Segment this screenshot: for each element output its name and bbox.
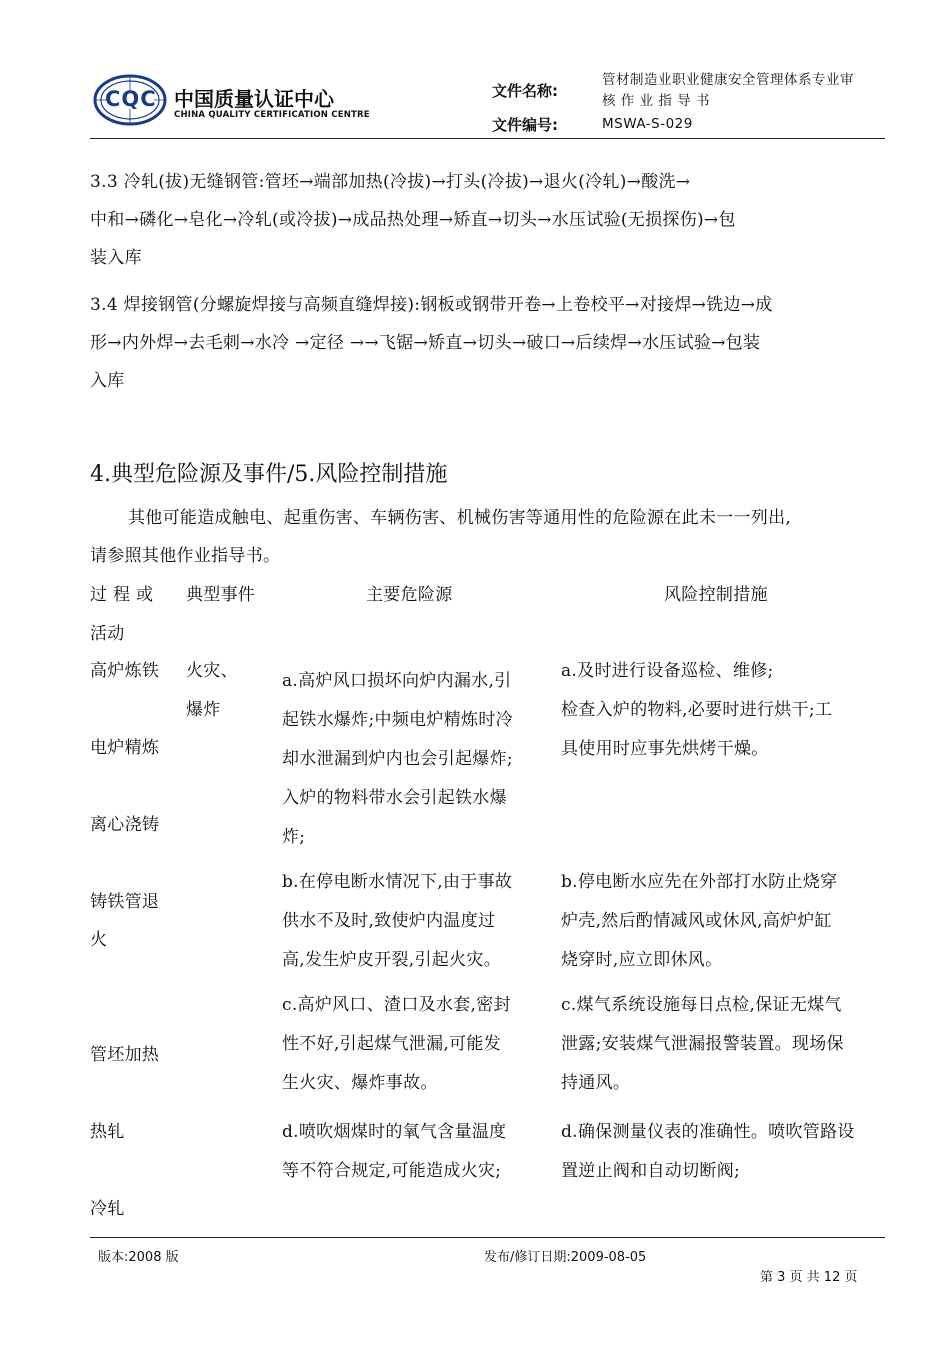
hazard-line: 起铁水爆炸;中频电炉精炼时冷 <box>282 710 513 730</box>
hazard-line: 供水不及时,致使炉内温度过 <box>282 911 496 931</box>
section-3-3-line3: 装入库 <box>90 248 142 268</box>
section-3-4-line2: 形→内外焊→去毛刺→水冷 →定径 →→飞锯→矫直→切头→破口→后续焊→水压试验→包装 <box>90 333 761 353</box>
doc-no-label: 文件编号: <box>492 116 558 134</box>
hazard-line: d.喷吹烟煤时的氧气含量温度 <box>282 1122 507 1142</box>
event-line: 火灾、 <box>186 661 238 681</box>
control-line: d.确保测量仪表的准确性。喷吹管路设 <box>561 1122 855 1142</box>
control-line: c.煤气系统设施每日点检,保证无煤气 <box>561 995 842 1015</box>
process-item: 热轧 <box>90 1122 125 1142</box>
process-item: 火 <box>90 930 108 950</box>
event-line: 爆炸 <box>186 700 221 720</box>
hazard-line: b.在停电断水情况下,由于事故 <box>282 872 513 892</box>
control-line: 置逆止阀和自动切断阀; <box>561 1161 741 1181</box>
doc-no-value: MSWA-S-029 <box>602 116 693 132</box>
footer-version: 版本:2008 版 <box>98 1250 179 1265</box>
section-3-4-line3: 入库 <box>90 371 125 391</box>
hazard-line: 生火灾、爆炸事故。 <box>282 1073 438 1093</box>
control-line: 泄露;安装煤气泄漏报警装置。现场保 <box>561 1034 844 1054</box>
control-b <box>561 863 886 980</box>
process-item: 离心浇铸 <box>90 815 160 835</box>
col-header-process <box>90 576 153 654</box>
control-line: 持通风。 <box>561 1073 631 1093</box>
section-4-intro <box>90 499 885 575</box>
control-line: b.停电断水应先在外部打水防止烧穿 <box>561 872 838 892</box>
hazard-d <box>282 1113 562 1191</box>
doc-name-line2: 核 作 业 指 导 书 <box>602 93 710 109</box>
col-header-process-line2: 活动 <box>90 624 125 644</box>
process-item: 冷轧 <box>90 1199 125 1219</box>
hazard-line: a.高炉风口损坏向炉内漏水,引 <box>282 671 512 691</box>
hazard-line: 性不好,引起煤气泄漏,可能发 <box>282 1034 502 1054</box>
section-3-3-line2: 中和→磷化→皂化→冷轧(或冷拔)→成品热处理→矫直→切头→水压试验(无损探伤)→包 <box>90 210 736 230</box>
section-3-4 <box>90 286 885 400</box>
org-name-en: CHINA QUALITY CERTIFICATION CENTRE <box>174 110 370 120</box>
control-a <box>561 652 886 769</box>
section-3-3-line1: 3.3 冷轧(拔)无缝钢管:管坯→端部加热(冷拔)→打头(冷拔)→退火(冷轧)→酸洗→ <box>90 172 691 192</box>
section-3-4-line1: 3.4 焊接钢管(分螺旋焊接与高频直缝焊接):钢板或钢带开卷→上卷校平→对接焊→铣边→成 <box>90 295 773 315</box>
control-line: 检查入炉的物料,必要时进行烘干;工 <box>561 700 833 720</box>
footer-rule <box>90 1237 885 1238</box>
control-line: a.及时进行设备巡检、维修; <box>561 661 774 681</box>
event-cell <box>186 652 238 730</box>
control-line: 烧穿时,应立即休风。 <box>561 950 723 970</box>
doc-name-line1: 管材制造业职业健康安全管理体系专业审 <box>602 72 854 88</box>
logo-mark: CQC <box>105 87 157 111</box>
hazard-line: 高,发生炉皮开裂,引起火灾。 <box>282 950 502 970</box>
hazard-line: 炸; <box>282 827 306 847</box>
cqc-logo <box>92 70 370 130</box>
col-header-control: 风险控制措施 <box>664 585 768 605</box>
section-4-intro-line2: 请参照其他作业指导书。 <box>90 546 281 566</box>
control-line: 炉壳,然后酌情减风或休风,高炉炉缸 <box>561 911 832 931</box>
section-3-3 <box>90 163 885 277</box>
control-d <box>561 1113 886 1191</box>
section-4-intro-line1: 其他可能造成触电、起重伤害、车辆伤害、机械伤害等通用性的危险源在此未一一列出, <box>128 508 792 528</box>
hazard-a <box>282 662 557 857</box>
process-item: 管坯加热 <box>90 1045 160 1065</box>
hazard-line: c.高炉风口、渣口及水套,密封 <box>282 995 511 1015</box>
process-item: 电炉精炼 <box>90 738 160 758</box>
col-header-event: 典型事件 <box>186 585 256 605</box>
col-header-process-line1: 过 程 或 <box>90 585 154 605</box>
control-c <box>561 986 886 1103</box>
doc-name-label: 文件名称: <box>492 82 558 100</box>
org-name-cn: 中国质量认证中心 <box>174 87 334 111</box>
hazard-c <box>282 986 557 1103</box>
hazard-line: 入炉的物料带水会引起铁水爆 <box>282 788 507 808</box>
footer-release-date: 发布/修订日期:2009-08-05 <box>484 1250 647 1265</box>
control-line: 具使用时应事先烘烤干燥。 <box>561 739 769 759</box>
header-rule <box>90 138 885 139</box>
hazard-line: 却水泄漏到炉内也会引起爆炸; <box>282 749 513 769</box>
process-item: 高炉炼铁 <box>90 661 160 681</box>
col-header-hazard: 主要危险源 <box>366 585 453 605</box>
section-4-heading: 4.典型危险源及事件/5.风险控制措施 <box>90 462 448 487</box>
process-item: 铸铁管退 <box>90 892 160 912</box>
hazard-b <box>282 863 562 980</box>
hazard-line: 等不符合规定,可能造成火灾; <box>282 1161 502 1181</box>
footer-page-info: 第 3 页 共 12 页 <box>760 1270 858 1285</box>
